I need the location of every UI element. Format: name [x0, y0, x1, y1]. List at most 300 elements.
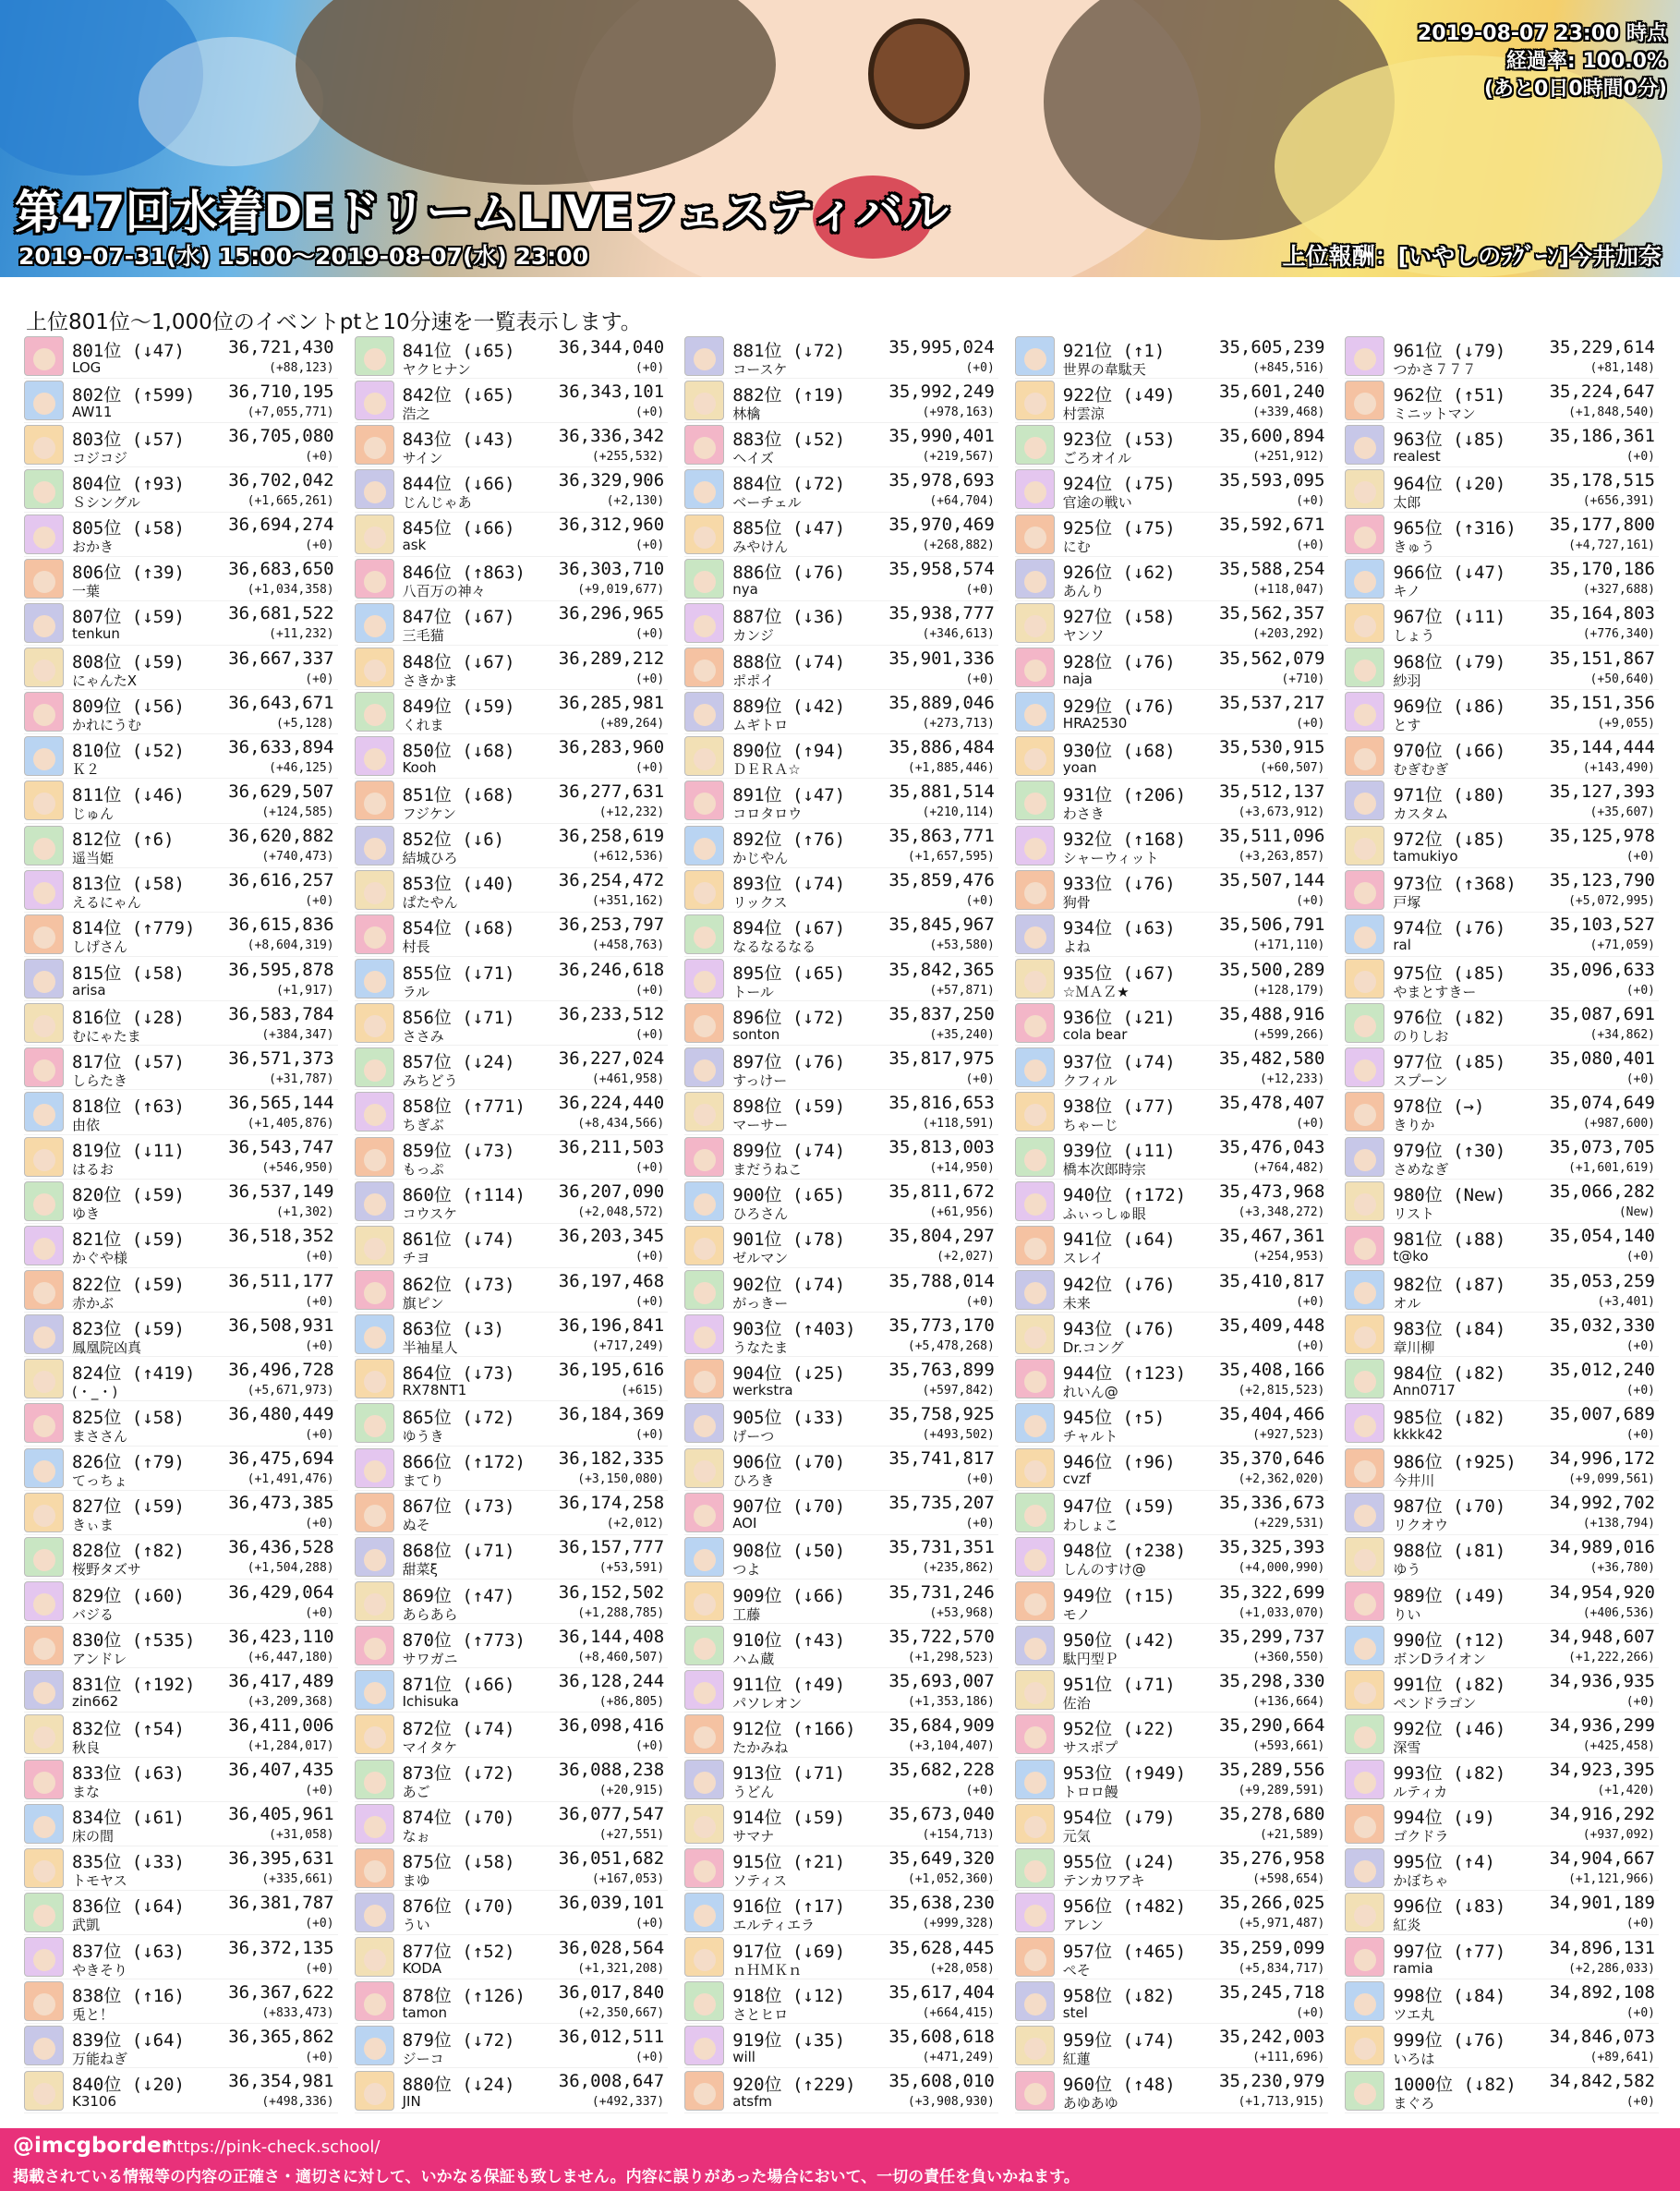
- ten-minute-speed: (+8,604,319): [247, 938, 334, 953]
- twitter-handle[interactable]: @imcgborder: [13, 2134, 172, 2158]
- rank-change: 846位 (↑863): [402, 563, 526, 584]
- player-avatar: [1345, 1670, 1384, 1710]
- rank-change: 871位 (↓66): [402, 1674, 515, 1695]
- rank-change: 837位 (↓63): [72, 1941, 185, 1962]
- rank-change: 806位 (↑39): [72, 563, 185, 584]
- player-avatar: [1015, 870, 1055, 910]
- rank-change: 923位 (↓53): [1062, 429, 1176, 450]
- ranking-row: [684, 824, 998, 868]
- rank-change: 981位 (↓88): [1393, 1229, 1506, 1251]
- event-points: 35,608,618: [888, 2026, 995, 2047]
- event-points: 36,480,449: [228, 1403, 334, 1424]
- ranking-row: [24, 2068, 338, 2112]
- ranking-row: [355, 1802, 669, 1846]
- ten-minute-speed: (+89,264): [598, 716, 665, 731]
- ranking-row: [24, 1313, 338, 1357]
- ten-minute-speed: (+937,092): [1582, 1828, 1655, 1843]
- rank-change: 816位 (↓28): [72, 1007, 185, 1028]
- ranking-row: [684, 601, 998, 646]
- event-points: 36,423,110: [228, 1626, 334, 1647]
- event-points: 36,197,468: [558, 1270, 665, 1291]
- rank-change: 906位 (↓70): [732, 1452, 846, 1473]
- player-avatar: [1345, 1804, 1384, 1844]
- ranking-row: [1345, 1268, 1659, 1313]
- player-avatar: [1015, 781, 1055, 820]
- ranking-row: [355, 1758, 669, 1802]
- player-avatar: [684, 1314, 724, 1354]
- player-avatar: [355, 514, 394, 554]
- ten-minute-speed: (+88,123): [269, 360, 334, 375]
- player-name: ひろき: [732, 1472, 775, 1490]
- event-points: 35,299,737: [1219, 1626, 1325, 1647]
- rank-change: 804位 (↑93): [72, 473, 185, 494]
- event-points: 35,881,514: [888, 781, 995, 802]
- player-name: にゃんたX: [72, 672, 137, 689]
- ranking-row: [355, 1846, 669, 1891]
- ten-minute-speed: (+1,405,876): [247, 1116, 334, 1131]
- rank-change: 811位 (↓46): [72, 784, 185, 805]
- event-points: 36,184,369: [558, 1403, 665, 1424]
- ranking-row: [684, 1491, 998, 1535]
- event-points: 36,411,006: [228, 1714, 334, 1736]
- event-points: 35,290,664: [1219, 1714, 1325, 1736]
- ten-minute-speed: (+3,348,272): [1238, 1205, 1325, 1220]
- player-name: さめなぎ: [1393, 1161, 1449, 1179]
- ten-minute-speed: (+1,601,619): [1568, 1161, 1655, 1176]
- player-avatar: [1345, 1314, 1384, 1354]
- player-avatar: [1015, 1760, 1055, 1799]
- event-points: 35,336,673: [1219, 1493, 1325, 1514]
- ten-minute-speed: (+0): [635, 1427, 665, 1442]
- rank-change: 902位 (↓74): [732, 1274, 846, 1295]
- ten-minute-speed: (+0): [1626, 1338, 1655, 1353]
- player-avatar: [24, 870, 64, 910]
- player-name: リスト: [1393, 1205, 1435, 1223]
- player-avatar: [24, 425, 64, 465]
- ten-minute-speed: (+1,222,266): [1568, 1650, 1655, 1664]
- rank-change: 951位 (↓71): [1062, 1674, 1176, 1695]
- player-avatar: [24, 1893, 64, 1932]
- player-name: つよ: [732, 1561, 761, 1579]
- player-name: AOI: [732, 1515, 757, 1532]
- rank-change: 820位 (↓59): [72, 1185, 185, 1206]
- player-name: 紅炎: [1393, 1917, 1421, 1934]
- ranking-row: [355, 1668, 669, 1713]
- player-avatar: [1015, 1448, 1055, 1488]
- rank-change: 961位 (↓79): [1393, 340, 1506, 361]
- ten-minute-speed: (+599,266): [1252, 1027, 1325, 1042]
- rank-change: 832位 (↑54): [72, 1718, 185, 1739]
- event-points: 35,512,137: [1219, 781, 1325, 802]
- player-name: えるにゃん: [72, 894, 141, 912]
- player-name: ふぃっしゅ眼: [1062, 1205, 1146, 1223]
- rank-change: 974位 (↓76): [1393, 918, 1506, 939]
- ten-minute-speed: (+2,130): [606, 493, 665, 508]
- event-points: 36,336,342: [558, 425, 665, 446]
- player-avatar: [24, 648, 64, 687]
- player-name: 万能ねぎ: [72, 2050, 128, 2067]
- ranking-row: [24, 1180, 338, 1224]
- ranking-row: [684, 1713, 998, 1757]
- event-points: 36,017,840: [558, 1981, 665, 2003]
- event-points: 35,298,330: [1219, 1670, 1325, 1691]
- player-avatar: [355, 1137, 394, 1177]
- player-name: クフィル: [1062, 1071, 1118, 1089]
- player-name: さきかま: [402, 672, 458, 689]
- ten-minute-speed: (New): [1618, 1205, 1655, 1220]
- ranking-row: [684, 1135, 998, 1180]
- ranking-row: [355, 1535, 669, 1580]
- rank-change: 894位 (↓67): [732, 918, 846, 939]
- player-name: Dr.コング: [1062, 1338, 1124, 1356]
- player-avatar: [24, 1848, 64, 1888]
- event-points: 35,684,909: [888, 1714, 995, 1736]
- ranking-row: [1015, 601, 1329, 646]
- event-points: 35,811,672: [888, 1181, 995, 1203]
- event-points: 35,177,800: [1549, 514, 1655, 536]
- ten-minute-speed: (+5,478,268): [907, 1338, 995, 1353]
- event-points: 36,182,335: [558, 1448, 665, 1470]
- site-link[interactable]: https://pink-check.school/: [166, 2137, 381, 2157]
- ranking-row: [1345, 1624, 1659, 1668]
- rank-change: 920位 (↑229): [732, 2075, 856, 2096]
- ranking-row: [1345, 1224, 1659, 1268]
- player-name: カスタム: [1393, 805, 1449, 822]
- ranking-row: [1015, 1180, 1329, 1224]
- rank-change: 825位 (↓58): [72, 1407, 185, 1428]
- ranking-row: [355, 824, 669, 868]
- ten-minute-speed: (+0): [305, 1427, 334, 1442]
- ten-minute-speed: (+0): [965, 1472, 995, 1487]
- rank-change: 972位 (↓85): [1393, 829, 1506, 851]
- ranking-row: [1345, 1713, 1659, 1757]
- event-points: 34,896,131: [1549, 1937, 1655, 1958]
- event-points: 36,227,024: [558, 1047, 665, 1069]
- event-points: 35,507,144: [1219, 870, 1325, 891]
- ranking-row: [684, 779, 998, 823]
- rank-change: 908位 (↓50): [732, 1541, 846, 1562]
- ranking-row: [1015, 557, 1329, 601]
- player-name: あんり: [1062, 583, 1105, 600]
- ranking-row: [684, 646, 998, 690]
- player-avatar: [1345, 1270, 1384, 1310]
- rank-change: 874位 (↓70): [402, 1808, 515, 1829]
- rank-change: 958位 (↓82): [1062, 1985, 1176, 2006]
- event-points: 36,405,961: [228, 1804, 334, 1825]
- rank-change: 927位 (↓58): [1062, 607, 1176, 628]
- ranking-row: [24, 734, 338, 779]
- ranking-row: [1345, 467, 1659, 512]
- event-points: 35,773,170: [888, 1314, 995, 1336]
- ranking-row: [1345, 1802, 1659, 1846]
- ten-minute-speed: (+0): [635, 672, 665, 686]
- ten-minute-speed: (+89,641): [1589, 2050, 1655, 2064]
- ranking-row: [1015, 1046, 1329, 1090]
- event-points: 36,367,622: [228, 1981, 334, 2003]
- ranking-row: [684, 1580, 998, 1624]
- ranking-row: [684, 423, 998, 467]
- event-points: 36,429,064: [228, 1581, 334, 1603]
- player-avatar: [684, 870, 724, 910]
- rank-change: 971位 (↓80): [1393, 784, 1506, 805]
- ten-minute-speed: (+254,953): [1252, 1250, 1325, 1265]
- ten-minute-speed: (+0): [305, 1517, 334, 1531]
- ranking-row: [684, 1447, 998, 1491]
- player-name: cola bear: [1062, 1025, 1128, 1043]
- rank-change: 870位 (↑773): [402, 1629, 526, 1651]
- ranking-row: [1345, 1758, 1659, 1802]
- ranking-row: [24, 957, 338, 1001]
- ten-minute-speed: (+3,401): [1597, 1294, 1655, 1309]
- ten-minute-speed: (+210,114): [922, 805, 995, 819]
- ranking-row: [355, 1401, 669, 1446]
- player-avatar: [1345, 1448, 1384, 1488]
- player-name: サスポプ: [1062, 1738, 1118, 1756]
- ten-minute-speed: (+268,882): [922, 539, 995, 553]
- rank-change: 880位 (↓24): [402, 2075, 515, 2096]
- player-avatar: [1345, 1581, 1384, 1621]
- player-name: 深雪: [1393, 1738, 1421, 1756]
- rank-change: 917位 (↓69): [732, 1941, 846, 1962]
- player-name: さとヒロ: [732, 2005, 789, 2023]
- player-name: くれま: [402, 716, 444, 733]
- ranking-row: [24, 1758, 338, 1802]
- ranking-row: [1345, 1447, 1659, 1491]
- event-points: 35,617,404: [888, 1981, 995, 2003]
- ranking-row: [24, 1090, 338, 1134]
- event-points: 35,593,095: [1219, 469, 1325, 490]
- ranking-row: [355, 690, 669, 734]
- player-name: みちどう: [402, 1071, 458, 1089]
- player-avatar: [684, 648, 724, 687]
- ten-minute-speed: (+1,288,785): [577, 1605, 665, 1620]
- event-points: 34,901,189: [1549, 1893, 1655, 1914]
- ranking-row: [24, 1401, 338, 1446]
- rank-change: 913位 (↓71): [732, 1763, 846, 1785]
- ten-minute-speed: (+664,415): [922, 2005, 995, 2020]
- player-name: ひろさん: [732, 1205, 789, 1223]
- player-name: ムギトロ: [732, 716, 789, 733]
- event-points: 35,322,699: [1219, 1581, 1325, 1603]
- player-avatar: [1345, 2026, 1384, 2065]
- ten-minute-speed: (+273,713): [922, 716, 995, 731]
- player-avatar: [24, 1003, 64, 1043]
- ten-minute-speed: (+28,058): [929, 1961, 995, 1976]
- ranking-row: [355, 513, 669, 557]
- player-name: JIN: [402, 2093, 421, 2111]
- ranking-row: [24, 1580, 338, 1624]
- ten-minute-speed: (+1,298,523): [907, 1650, 995, 1664]
- ten-minute-speed: (+8,434,566): [577, 1116, 665, 1131]
- rank-change: 919位 (↓35): [732, 2029, 846, 2051]
- player-avatar: [1015, 2026, 1055, 2065]
- player-name: 官途の戦い: [1062, 493, 1132, 511]
- player-avatar: [355, 1714, 394, 1754]
- event-points: 35,410,817: [1219, 1270, 1325, 1291]
- ten-minute-speed: (+11,232): [269, 627, 334, 642]
- player-name: ヘイズ: [732, 449, 775, 466]
- event-points: 35,151,867: [1549, 648, 1655, 669]
- ranking-row: [1015, 1935, 1329, 1979]
- player-avatar: [1015, 1181, 1055, 1221]
- player-name: アレン: [1062, 1917, 1104, 1934]
- event-points: 35,482,580: [1219, 1047, 1325, 1069]
- ten-minute-speed: (+776,340): [1582, 627, 1655, 642]
- player-name: マーサー: [732, 1116, 789, 1133]
- rank-change: 883位 (↓52): [732, 429, 846, 450]
- ranking-row: [24, 1001, 338, 1046]
- player-avatar: [1345, 1003, 1384, 1043]
- rank-change: 989位 (↓49): [1393, 1585, 1506, 1606]
- ranking-row: [1015, 1580, 1329, 1624]
- ten-minute-speed: (+0): [1626, 983, 1655, 998]
- ranking-row: [1015, 2024, 1329, 2068]
- ranking-row: [355, 1001, 669, 1046]
- rank-change: 839位 (↓64): [72, 2029, 185, 2051]
- ranking-row: [24, 913, 338, 957]
- ten-minute-speed: (+251,912): [1252, 449, 1325, 464]
- rank-change: 964位 (↓20): [1393, 473, 1506, 494]
- player-name: 床の間: [72, 1828, 115, 1846]
- ten-minute-speed: (+845,516): [1252, 360, 1325, 375]
- ten-minute-speed: (+57,871): [929, 983, 995, 998]
- ten-minute-speed: (+0): [1626, 2005, 1655, 2020]
- rank-change: 979位 (↑30): [1393, 1141, 1506, 1162]
- ten-minute-speed: (+740,473): [261, 850, 334, 865]
- player-avatar: [24, 1626, 64, 1665]
- event-points: 35,151,356: [1549, 692, 1655, 713]
- ranking-row: [355, 1891, 669, 1935]
- ranking-row: [1345, 1001, 1659, 1046]
- player-avatar: [1345, 1760, 1384, 1799]
- event-title: 第47回水着DEドリームLIVEフェスティバル: [15, 186, 949, 239]
- player-avatar: [684, 1893, 724, 1932]
- ten-minute-speed: (+0): [1296, 1338, 1325, 1353]
- player-name: 八百万の神々: [402, 583, 486, 600]
- rank-change: 924位 (↓75): [1062, 473, 1176, 494]
- rank-change: 887位 (↓36): [732, 607, 846, 628]
- event-points: 36,620,882: [228, 826, 334, 847]
- player-name: 桜野タズサ: [72, 1561, 141, 1579]
- ten-minute-speed: (+167,053): [591, 1872, 665, 1887]
- player-name: じゅん: [72, 805, 115, 822]
- player-name: うどん: [732, 1784, 775, 1801]
- rank-change: 875位 (↓58): [402, 1852, 515, 1873]
- player-avatar: [355, 1581, 394, 1621]
- player-name: シャーウィット: [1062, 850, 1159, 867]
- rank-change: 896位 (↓72): [732, 1007, 846, 1028]
- ten-minute-speed: (+0): [305, 672, 334, 686]
- rank-change: 831位 (↑192): [72, 1674, 196, 1695]
- player-avatar: [24, 559, 64, 599]
- player-avatar: [355, 1403, 394, 1443]
- ten-minute-speed: (+1,034,358): [247, 583, 334, 598]
- rank-change: 941位 (↓64): [1062, 1229, 1176, 1251]
- event-points: 35,500,289: [1219, 959, 1325, 980]
- event-points: 35,230,979: [1219, 2071, 1325, 2092]
- player-name: つかさ７７７: [1393, 360, 1477, 378]
- ten-minute-speed: (+999,328): [922, 1917, 995, 1931]
- event-points: 36,354,981: [228, 2071, 334, 2092]
- event-points: 36,303,710: [558, 559, 665, 580]
- ranking-row: [355, 1357, 669, 1401]
- player-name: Ｓシングル: [72, 493, 140, 511]
- ranking-row: [355, 957, 669, 1001]
- ranking-row: [355, 913, 669, 957]
- rank-change: 869位 (↑47): [402, 1585, 515, 1606]
- event-points: 35,722,570: [888, 1626, 995, 1647]
- event-points: 35,325,393: [1219, 1537, 1325, 1558]
- rank-change: 834位 (↓61): [72, 1808, 185, 1829]
- player-name: Ann0717: [1393, 1381, 1456, 1398]
- ranking-row: [355, 1090, 669, 1134]
- event-points: 36,683,650: [228, 559, 334, 580]
- player-avatar: [1015, 736, 1055, 776]
- ranking-row: [1345, 2068, 1659, 2112]
- player-name: むにゃたま: [72, 1027, 141, 1045]
- ranking-row: [355, 601, 669, 646]
- ten-minute-speed: (+0): [1626, 1917, 1655, 1931]
- ten-minute-speed: (+20,915): [598, 1784, 665, 1798]
- player-avatar: [355, 1226, 394, 1265]
- ranking-row: [684, 1624, 998, 1668]
- ranking-row: [1345, 1313, 1659, 1357]
- player-avatar: [24, 514, 64, 554]
- player-name: ☆ＭＡＺ★: [1062, 983, 1130, 1000]
- ranking-row: [355, 1135, 669, 1180]
- rank-change: 991位 (↓82): [1393, 1674, 1506, 1695]
- ranking-row: [24, 1447, 338, 1491]
- ranking-row: [24, 1935, 338, 1979]
- player-avatar: [1345, 2071, 1384, 2111]
- player-avatar: [1345, 469, 1384, 509]
- ten-minute-speed: (+406,536): [1582, 1605, 1655, 1620]
- rank-change: 891位 (↓47): [732, 784, 846, 805]
- rank-change: 801位 (↓47): [72, 340, 185, 361]
- event-points: 35,123,790: [1549, 870, 1655, 891]
- rank-change: 921位 (↑1): [1062, 340, 1166, 361]
- player-avatar: [355, 1670, 394, 1710]
- player-avatar: [1345, 736, 1384, 776]
- rank-change: 879位 (↓72): [402, 2029, 515, 2051]
- player-avatar: [24, 1760, 64, 1799]
- ten-minute-speed: (+0): [965, 894, 995, 909]
- player-name: 紗羽: [1393, 672, 1421, 689]
- ten-minute-speed: (+1,284,017): [247, 1738, 334, 1753]
- rank-change: 862位 (↓73): [402, 1274, 515, 1295]
- rank-change: 810位 (↓52): [72, 740, 185, 761]
- ranking-row: [1015, 1491, 1329, 1535]
- rank-change: 848位 (↓67): [402, 651, 515, 672]
- ranking-row: [684, 1180, 998, 1224]
- ranking-row: [1345, 1535, 1659, 1580]
- ten-minute-speed: (+1,302): [275, 1205, 334, 1220]
- player-avatar: [1345, 1047, 1384, 1087]
- event-points: 35,032,330: [1549, 1314, 1655, 1336]
- rank-change: 916位 (↑17): [732, 1896, 846, 1918]
- player-name: tenkun: [72, 625, 120, 643]
- ranking-row: [1015, 1668, 1329, 1713]
- ranking-row: [1015, 1447, 1329, 1491]
- event-points: 35,600,894: [1219, 425, 1325, 446]
- player-avatar: [684, 381, 724, 420]
- ten-minute-speed: (+0): [305, 1961, 334, 1976]
- rank-change: 858位 (↑771): [402, 1096, 526, 1117]
- player-name: まゆ: [402, 1872, 430, 1890]
- event-points: 36,681,522: [228, 603, 334, 624]
- event-points: 35,229,614: [1549, 336, 1655, 357]
- player-avatar: [1015, 381, 1055, 420]
